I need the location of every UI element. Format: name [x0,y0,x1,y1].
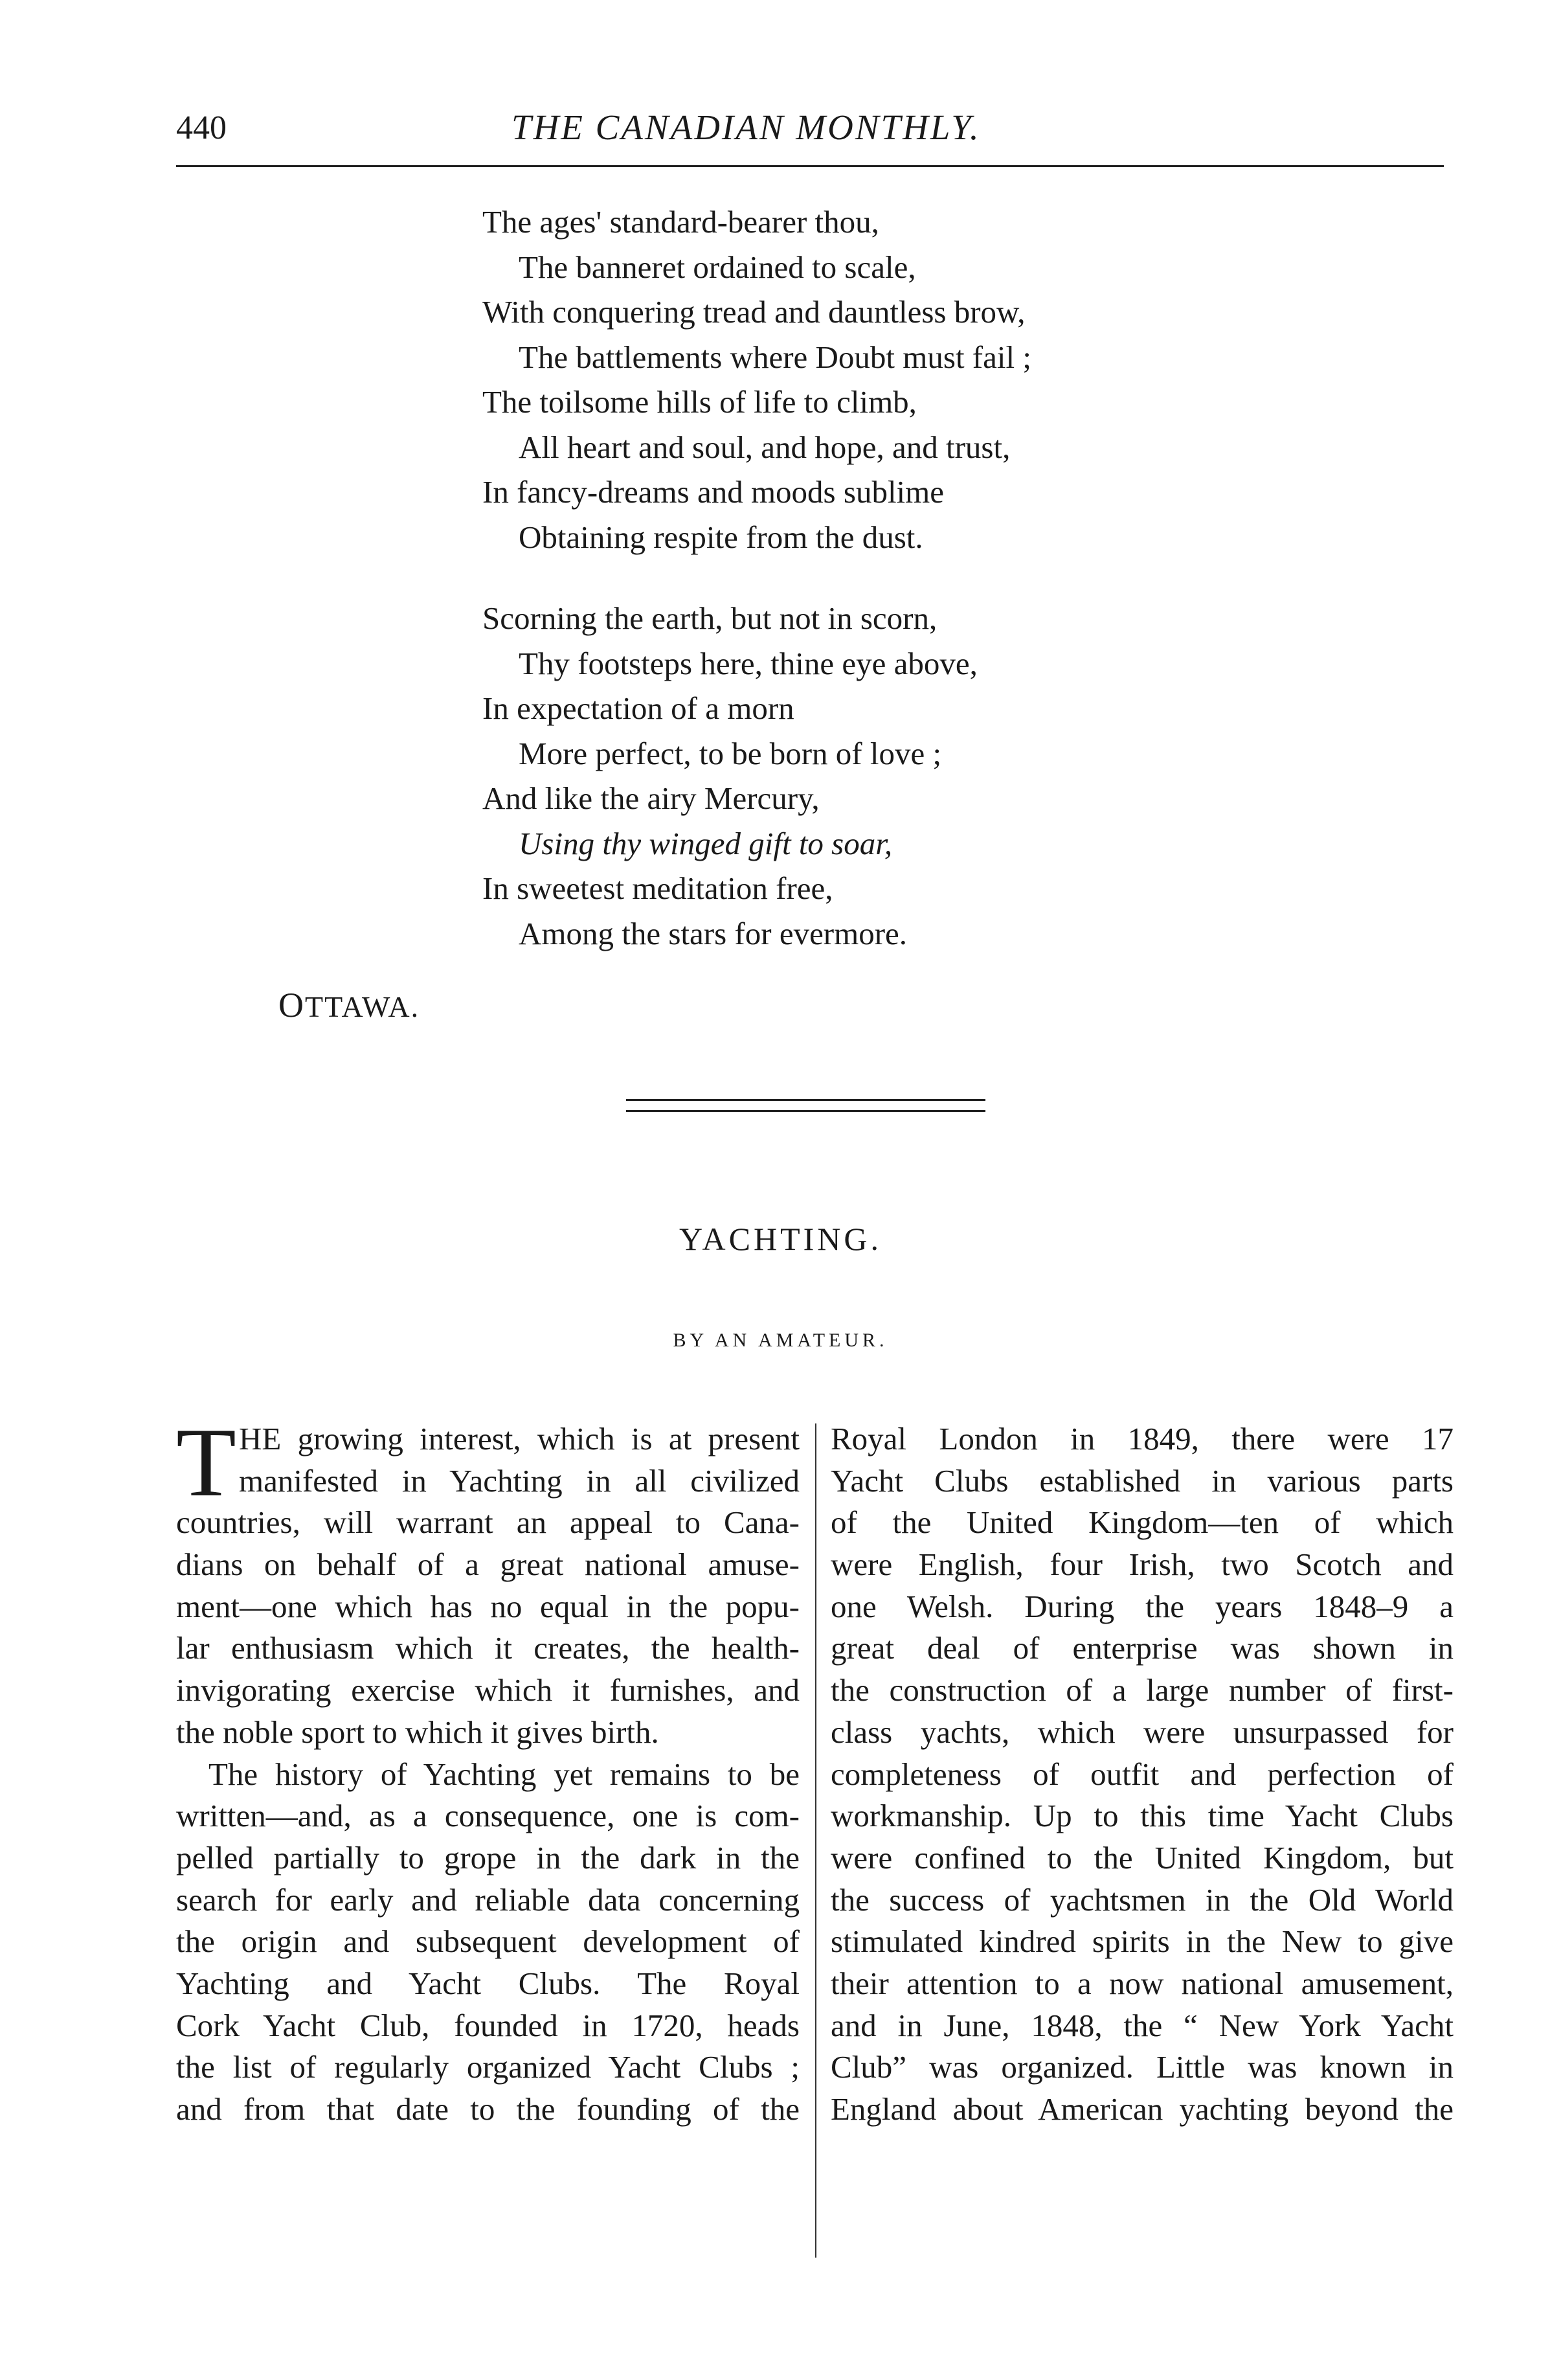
column-divider [815,1423,816,2258]
poem-stanza-2 [482,596,1259,956]
poem-line: With conquering tread and dauntless brow, [482,294,1026,330]
column-line: lar enthusiasm which it creates, the health- [176,1630,800,1666]
column-line: stimulated kindred spirits in the New to give [831,1923,1454,1960]
place-rest: TTAWA. [305,990,420,1023]
poem-line: In expectation of a morn [482,690,794,726]
article-column-left [176,1408,800,2131]
poem-line: Thy footsteps here, thine eye above, [519,645,978,681]
poem-line: In fancy-dreams and moods sublime [482,474,945,510]
column-line: Royal London in 1849, there were 17 [831,1421,1454,1456]
column-line: manifested in Yachting in all civilized [239,1462,800,1499]
column-line: dians on behalf of a great national amuse- [176,1547,800,1583]
poem-stanza-1 [482,199,1259,560]
column-line: were confined to the United Kingdom, but [831,1839,1454,1876]
column-line: written—and, as a consequence, one is com- [176,1798,800,1834]
column-line: pelled partially to grope in the dark in the [176,1839,800,1876]
column-line: The history of Yachting yet remains to be [208,1756,800,1792]
column-line: and from that date to the founding of the [176,2091,800,2127]
column-line: search for early and reliable data concerning [176,1881,800,1918]
column-line: the noble sport to which it gives birth. [176,1714,659,1750]
poem-line: All heart and soul, and hope, and trust, [519,429,1011,465]
column-line: completeness of outfit and perfection of [831,1756,1454,1792]
column-line: their attention to a now national amusement, [831,1965,1454,2001]
column-line: invigorating exercise which it furnishes, and [176,1672,800,1708]
article-byline: BY AN AMATEUR. [673,1330,888,1351]
poem-line: Among the stars for evermore. [519,915,908,951]
poem-line: And like the airy Mercury, [482,780,820,816]
poem-line: The toilsome hills of life to climb, [482,384,917,420]
article-column-right [831,1418,1454,2131]
column-line: Yachting and Yacht Clubs. The Royal [176,1965,800,2001]
column-line: class yachts, which were unsurpassed for [831,1714,1454,1750]
column-line: great deal of enterprise was shown in [831,1630,1454,1666]
poem-line: Using thy winged gift to soar, [519,825,893,861]
poem [482,199,1259,956]
poem-line: Scorning the earth, but not in scorn, [482,600,938,636]
poem-place-signature [278,987,420,1025]
poem-line: Obtaining respite from the dust. [519,519,923,555]
column-line: England about American yachting beyond the [831,2091,1454,2127]
page-number: 440 [176,109,227,146]
column-line: Club” was organized. Little was known in [831,2049,1454,2085]
poem-line: The banneret ordained to scale, [519,249,916,285]
place-initial: O [278,986,305,1025]
column-line: the list of regularly organized Yacht Clubs ; [176,2049,800,2085]
column-line: ment—one which has no equal in the popu- [176,1588,800,1624]
column-line: the origin and subsequent development of [176,1923,800,1960]
column-line: one Welsh. During the years 1848–9 a [831,1588,1454,1624]
column-line: HE growing interest, which is at present [239,1421,800,1456]
column-line: workmanship. Up to this time Yacht Clubs [831,1798,1454,1834]
column-line: countries, will warrant an appeal to Cana- [176,1504,800,1541]
column-line: Cork Yacht Club, founded in 1720, heads [176,2007,800,2043]
poem-line: The ages' standard-bearer thou, [482,204,879,240]
poem-line: More perfect, to be born of love ; [519,735,942,771]
column-line: of the United Kingdom—ten of which [831,1504,1454,1541]
drop-cap: T [176,1408,236,1517]
column-line: the success of yachtsmen in the Old World [831,1881,1454,1918]
header-rule [176,165,1444,167]
column-line: the construction of a large number of first- [831,1672,1454,1708]
poem-line: In sweetest meditation free, [482,870,833,906]
section-separator-rule [626,1099,985,1112]
column-line: were English, four Irish, two Scotch and [831,1547,1454,1583]
article-title: YACHTING. [679,1221,882,1257]
column-line: and in June, 1848, the “ New York Yacht [831,2007,1454,2043]
column-line: Yacht Clubs established in various parts [831,1462,1454,1499]
poem-line: The battlements where Doubt must fail ; [519,339,1031,375]
running-title: THE CANADIAN MONTHLY. [511,108,981,147]
